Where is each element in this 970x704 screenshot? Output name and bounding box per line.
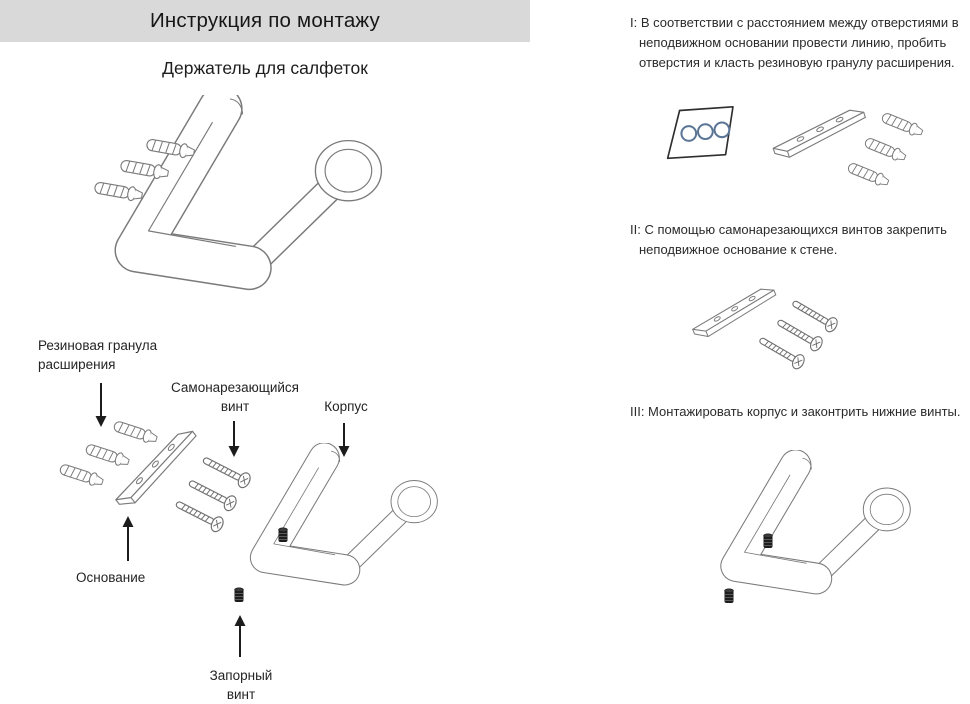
holder-body-illustration bbox=[137, 99, 382, 268]
wall-plug-icon bbox=[880, 111, 924, 138]
set-screw-icon bbox=[279, 528, 288, 542]
drill-template-illustration bbox=[668, 107, 733, 159]
screw-icon bbox=[189, 477, 239, 513]
step-1-illustration bbox=[640, 95, 960, 210]
screw-icon bbox=[759, 335, 807, 371]
label-locking-screw: Запорный винт bbox=[209, 668, 273, 702]
wall-plug-icon bbox=[85, 442, 131, 468]
set-screw-icon bbox=[764, 534, 773, 548]
wall-plug-icon bbox=[59, 462, 105, 488]
base-rail-illustration bbox=[688, 285, 780, 341]
label-self-tapping-screw: Самонарезающийся винт bbox=[171, 380, 299, 414]
wall-plug-icon bbox=[863, 136, 907, 163]
label-body: Корпус bbox=[324, 399, 368, 414]
wall-plug-icon bbox=[94, 180, 143, 202]
label-rubber-plug: Резиновая гранула расширения bbox=[38, 338, 158, 372]
wall-plug-icon bbox=[113, 419, 159, 445]
step-2-illustration bbox=[655, 272, 960, 387]
exploded-view-illustration bbox=[30, 375, 460, 704]
wall-plug-icon bbox=[120, 158, 169, 180]
set-screw-icon bbox=[235, 588, 244, 602]
label-base: Основание bbox=[76, 570, 146, 585]
set-screw-icon bbox=[725, 589, 734, 603]
step-3-text: III: Монтажировать корпус и законтрить нижние винты. bbox=[630, 404, 961, 419]
step-3-illustration bbox=[685, 445, 965, 645]
product-subtitle: Держатель для салфеток bbox=[162, 58, 368, 78]
header-bar bbox=[0, 0, 530, 42]
screw-icon bbox=[777, 317, 825, 353]
screw-icon bbox=[792, 298, 840, 334]
step-2-text: II: С помощью самонарезающихся винтов закрепить неподвижное основание к стене. bbox=[630, 222, 947, 257]
step-1-text: I: В соответствии с расстоянием между отверстиями в неподвижном основании провести линию, пробить отверстия и класть резиновую гранулу расширения. bbox=[630, 15, 959, 70]
screw-icon bbox=[203, 454, 253, 490]
page-title: Инструкция по монтажу bbox=[149, 9, 381, 32]
base-rail-illustration bbox=[769, 106, 870, 161]
screw-icon bbox=[176, 498, 226, 534]
holder-body-illustration bbox=[736, 458, 910, 578]
holder-body-illustration bbox=[266, 451, 438, 570]
holder-overview-illustration bbox=[55, 95, 415, 310]
wall-plug-icon bbox=[846, 161, 890, 188]
